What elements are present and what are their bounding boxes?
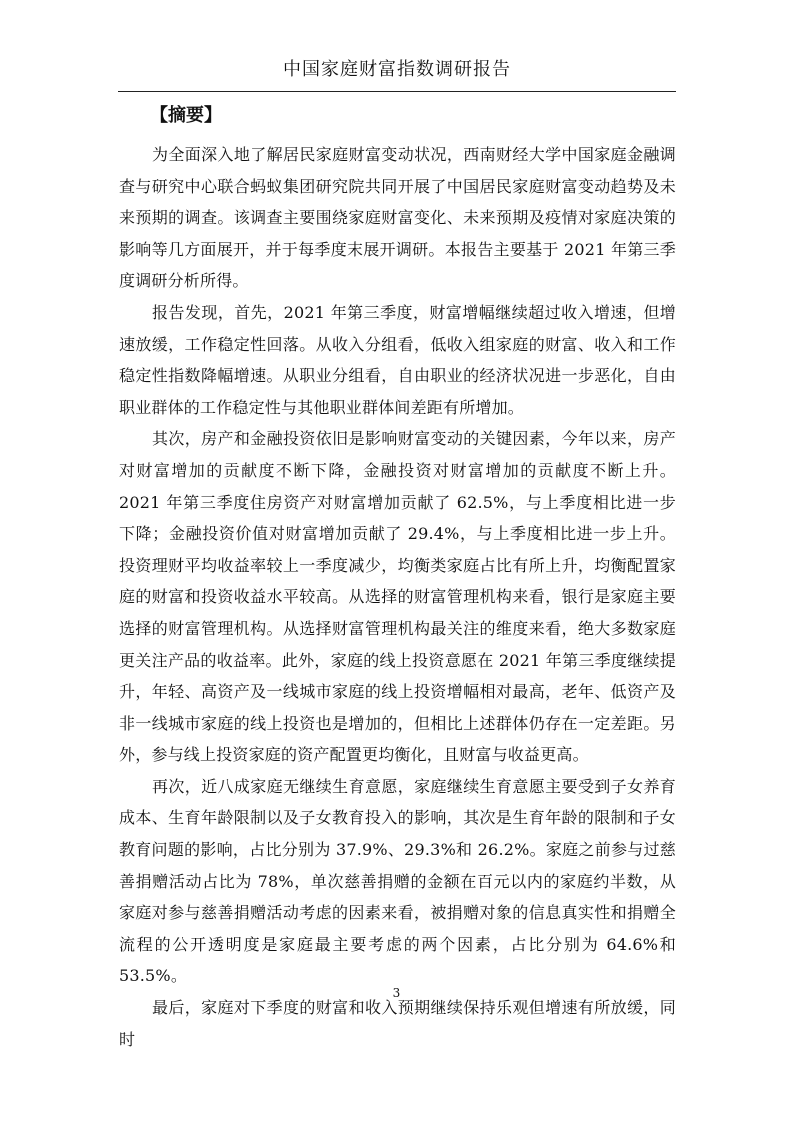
paragraph: 再次，近八成家庭无继续生育意愿，家庭继续生育意愿主要受到子女养育成本、生育年龄限制以及子女教育投入的影响，其次是生育年龄的限制和子女教育问题的影响，占比分别为 37.9%、29.3%和 26.2%。家庭之前参与过慈善捐赠活动占比为 78%，单次慈善捐赠的金额在百元以内的家庭约半数，从家庭对参与慈善捐赠活动考虑的因素来看，被捐赠对象的信息真实性和捐赠全流程的公开透明度是家庭最主要考虑的两个因素，占比分别为 64.6%和 53.5%。 <box>119 776 676 986</box>
paragraph: 报告发现，首先，2021 年第三季度，财富增幅继续超过收入增速，但增速放缓，工作稳定性回落。从收入分组看，低收入组家庭的财富、收入和工作稳定性指数降幅增速。从职业分组看，自由职业的经济状况进一步恶化，自由职业群体的工作稳定性与其他职业群体间差距有所增加。 <box>119 302 676 417</box>
page-number: 3 <box>392 986 401 1000</box>
abstract-body <box>119 139 676 1055</box>
section-title: 【摘要】 <box>150 105 222 126</box>
header-divider <box>118 91 676 92</box>
running-header: 中国家庭财富指数调研报告 <box>283 59 511 80</box>
paragraph: 其次，房产和金融投资依旧是影响财富变动的关键因素，今年以来，房产对财富增加的贡献度不断下降，金融投资对财富增加的贡献度不断上升。2021 年第三季度住房资产对财富增加贡献了 62.5%，与上季度相比进一步下降；金融投资价值对财富增加贡献了 29.4%，与上季度相比进一步上升。投资理财平均收益率较上一季度减少，均衡类家庭占比有所上升，均衡配置家庭的财富和投资收益水平较高。从选择的财富管理机构来看，银行是家庭主要选择的财富管理机构。从选择财富管理机构最关注的维度来看，绝大多数家庭更关注产品的收益率。此外，家庭的线上投资意愿在 2021 年第三季度继续提升，年轻、高资产及一线城市家庭的线上投资增幅相对最高，老年、低资产及非一线城市家庭的线上投资也是增加的，但相比上述群体仍存在一定差距。另外，参与线上投资家庭的资产配置更均衡化，且财富与收益更高。 <box>119 429 676 765</box>
paragraph: 为全面深入地了解居民家庭财富变动状况，西南财经大学中国家庭金融调查与研究中心联合蚂蚁集团研究院共同开展了中国居民家庭财富变动趋势及未来预期的调查。该调查主要围绕家庭财富变化、未来预期及疫情对家庭决策的影响等几方面展开，并于每季度末展开调研。本报告主要基于 2021 年第三季度调研分析所得。 <box>119 145 676 291</box>
paragraph: 最后，家庭对下季度的财富和收入预期继续保持乐观但增速有所放缓，同时 <box>119 998 676 1049</box>
